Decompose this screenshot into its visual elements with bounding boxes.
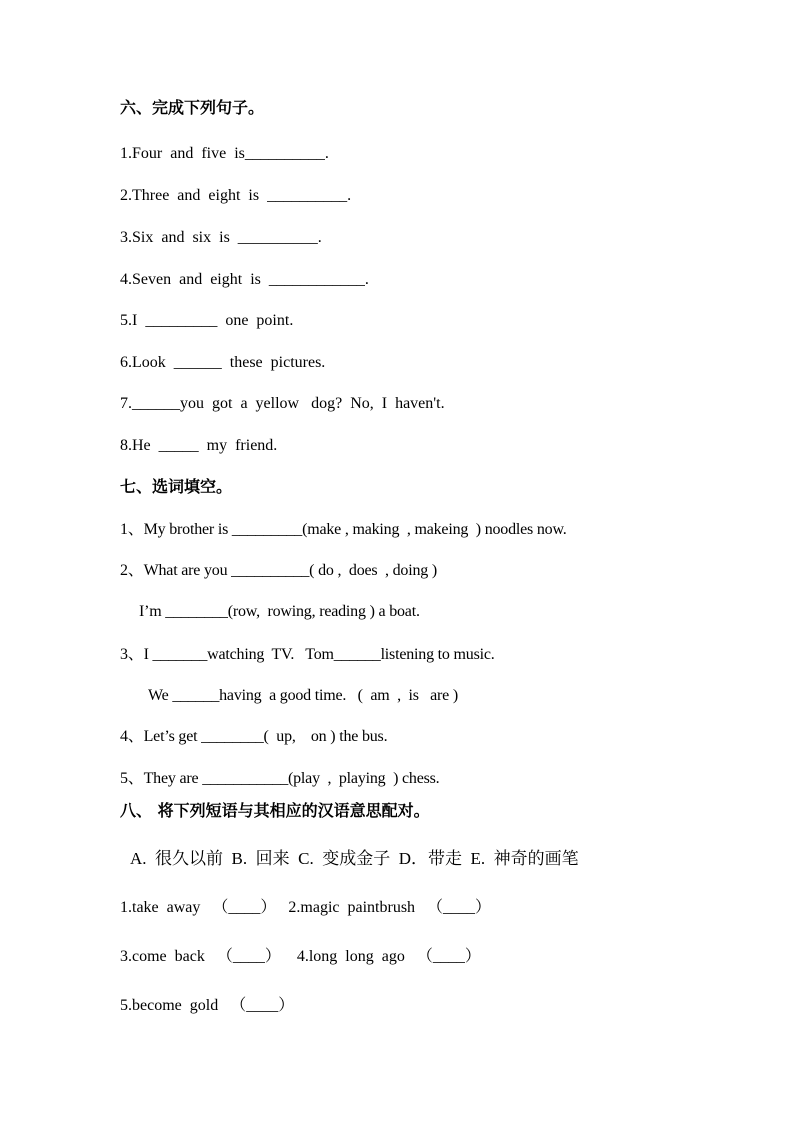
exercise-item: 5.I _________ one point. (120, 312, 294, 329)
exercise-item: 4、Let’s get ________( up, on ) the bus. (120, 728, 388, 745)
exercise-item: 8.He _____ my friend. (120, 437, 278, 454)
matching-item: 3.come back （____） 4.long long ago （____） (120, 948, 481, 965)
exercise-item: 3、I _______watching TV. Tom______listening to music. (120, 646, 495, 663)
exercise-item: 2、What are you __________( do , does , doing ) (120, 562, 438, 579)
exercise-item: 7.______you got a yellow dog? No, I haven't. (120, 395, 445, 412)
exercise-item-continued: I’m ________(row, rowing, reading ) a boat. (139, 603, 420, 620)
exercise-item: 5、They are ___________(play , playing ) chess. (120, 770, 440, 787)
exercise-item: 4.Seven and eight is ____________. (120, 271, 369, 288)
exercise-item: 3.Six and six is __________. (120, 229, 322, 246)
matching-options: A. 很久以前 B. 回来 C. 变成金子 D．带走 E. 神奇的画笔 (130, 849, 579, 868)
exercise-item: 1.Four and five is__________. (120, 145, 329, 162)
section-6-heading: 六、完成下列句子。 (120, 98, 265, 117)
exercise-item: 1、My brother is _________(make , making , makeing ) noodles now. (120, 521, 567, 538)
section-7-heading: 七、选词填空。 (120, 477, 233, 496)
exercise-item: 6.Look ______ these pictures. (120, 354, 326, 371)
exercise-item-continued: We ______having a good time. ( am , is are ) (148, 687, 459, 704)
exercise-item: 2.Three and eight is __________. (120, 187, 352, 204)
section-8-heading: 八、 将下列短语与其相应的汉语意思配对。 (120, 801, 430, 820)
matching-item: 5.become gold （____） (120, 997, 295, 1014)
matching-item: 1.take away （____） 2.magic paintbrush （____） (120, 899, 492, 916)
